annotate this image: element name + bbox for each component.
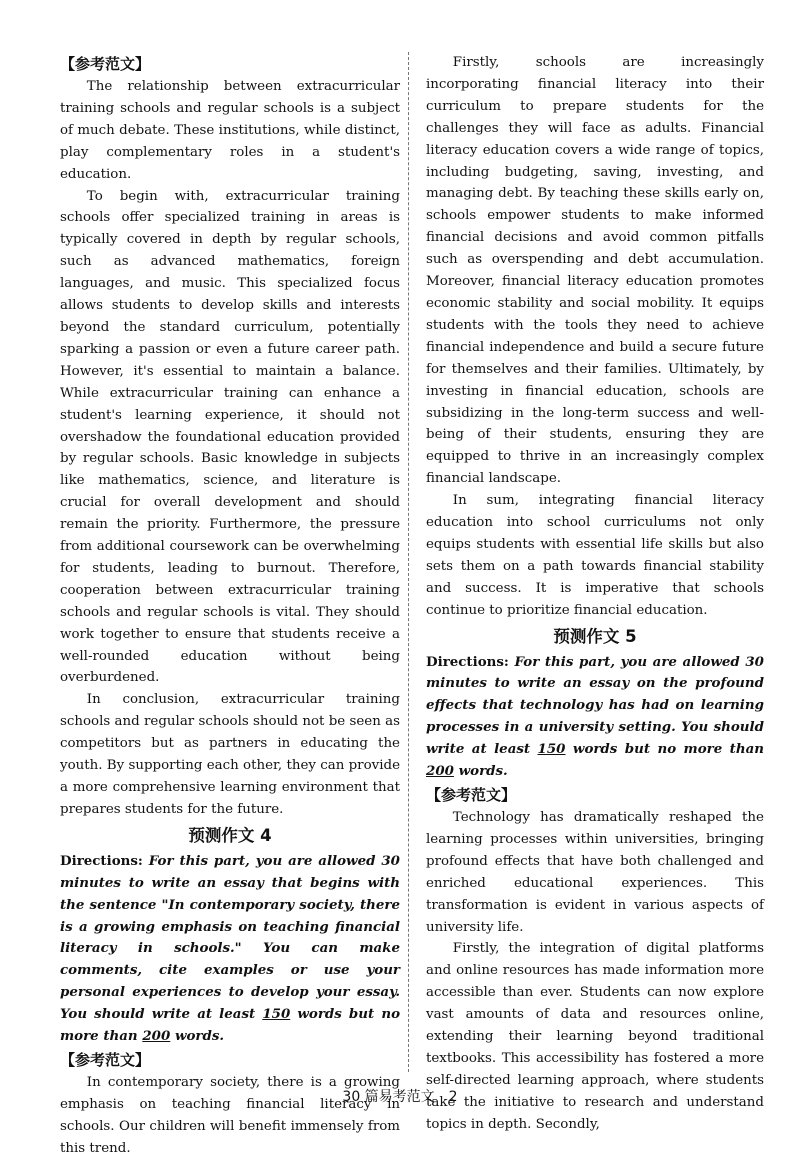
essay4-paragraph-3: In sum, integrating financial literacy education into school curriculums not only equips students with essential life skills but also sets them on a path towards financial stability and success. It is imperative that schools continue to prioritize financial education.	[426, 493, 764, 618]
min-words: 150	[537, 741, 566, 758]
essay5-paragraph-2: Firstly, the integration of digital platforms and online resources has made information more accessible than ever. Students can now explore vast amounts of data and resources online, extending their learning beyond traditional textbooks. This accessibility has fostered a more self-directed learning approach, where students take the initiative to research and understand topics in depth. Secondly,	[426, 941, 764, 1132]
essay5-directions: Directions: For this part, you are allowed 30 minutes to write an essay on the profound effects that technology has had on learning processes in a university setting. You should write at least 150 words but no more than 200 words.	[426, 653, 764, 780]
essay4-reference-tag: 【参考范文】	[60, 1050, 151, 1069]
min-words: 150	[262, 1006, 291, 1023]
essay4-paragraph-2: Firstly, schools are increasingly incorporating financial literacy into their curriculum to prepare students for the challenges they will face as adults. Financial literacy education covers a wide range of topics, including budgeting, saving, investing, and managing debt. By teaching these skills early on, schools empower students to make informed financial decisions and avoid common pitfalls such as overspending and debt accumulation. Moreover, financial literacy education promotes economic stability and social mobility. It equips students with the tools they need to achieve financial independence and build a secure future for themselves and their families. Ultimately, by investing in financial education, schools are subsidizing in the long-term success and well-being of their students, ensuring they are equipped to thrive in an increasingly complex financial landscape.	[426, 55, 764, 487]
page-footer: 30 篇易考范文 2	[342, 1089, 458, 1105]
left-column	[60, 52, 400, 1160]
directions-label: Directions:	[426, 653, 509, 670]
essay4-directions: Directions: For this part, you are allowed 30 minutes to write an essay that begins with the sentence "In contemporary society, there is a growing emphasis on teaching financial literacy in schools." You can make comments, cite examples or use your personal experiences to develop your essay. You should write at least 150 words but no more than 200 words.	[60, 852, 400, 1045]
essay4-paragraph-1: In contemporary society, there is a growing emphasis on teaching financial literacy in schools. Our children will benefit immensely from this trend.	[60, 1074, 400, 1156]
essay5-paragraph-1: Technology has dramatically reshaped the learning processes within universities, bringing profound effects that have both challenged and enriched educational experiences. This transformation is evident in various aspects of university life.	[426, 810, 764, 935]
max-words: 200	[426, 763, 454, 780]
essay3-paragraph-3: In conclusion, extracurricular training schools and regular schools should not be seen as competitors but as partners in educating the youth. By supporting each other, they can provide a more comprehensive learning environment that prepares students for the future.	[60, 692, 400, 817]
essay5-reference-tag: 【参考范文】	[426, 786, 517, 804]
directions-label: Directions:	[60, 852, 143, 869]
right-column	[426, 52, 764, 1136]
essay4-title: 预测作文 4	[188, 825, 272, 845]
reference-essay-tag: 【参考范文】	[60, 55, 151, 73]
essay5-title: 预测作文 5	[553, 626, 637, 646]
max-words: 200	[142, 1028, 171, 1045]
essay3-paragraph-1: The relationship between extracurricular training schools and regular schools is a subject of much debate. These institutions, while distinct, play complementary roles in a student's education.	[60, 79, 400, 182]
column-divider	[408, 52, 409, 1072]
essay3-paragraph-2: To begin with, extracurricular training schools offer specialized training in areas is typically covered in depth by regular schools, such as advanced mathematics, foreign languages, and music. This specialized focus allows students to develop skills and interests beyond the standard curriculum, potentially sparking a passion or even a future career path. However, it's essential to maintain a balance. While extracurricular training can enhance a student's learning experience, it should not overshadow the foundational education provided by regular schools. Basic knowledge in subjects like mathematics, science, and literature is crucial for overall development and should remain the priority. Furthermore, the pressure from additional coursework can be overwhelming for students, leading to burnout. Therefore, cooperation between extracurricular training schools and regular schools is vital. They should work together to ensure that students receive a well-rounded education without being overburdened.	[60, 188, 400, 686]
